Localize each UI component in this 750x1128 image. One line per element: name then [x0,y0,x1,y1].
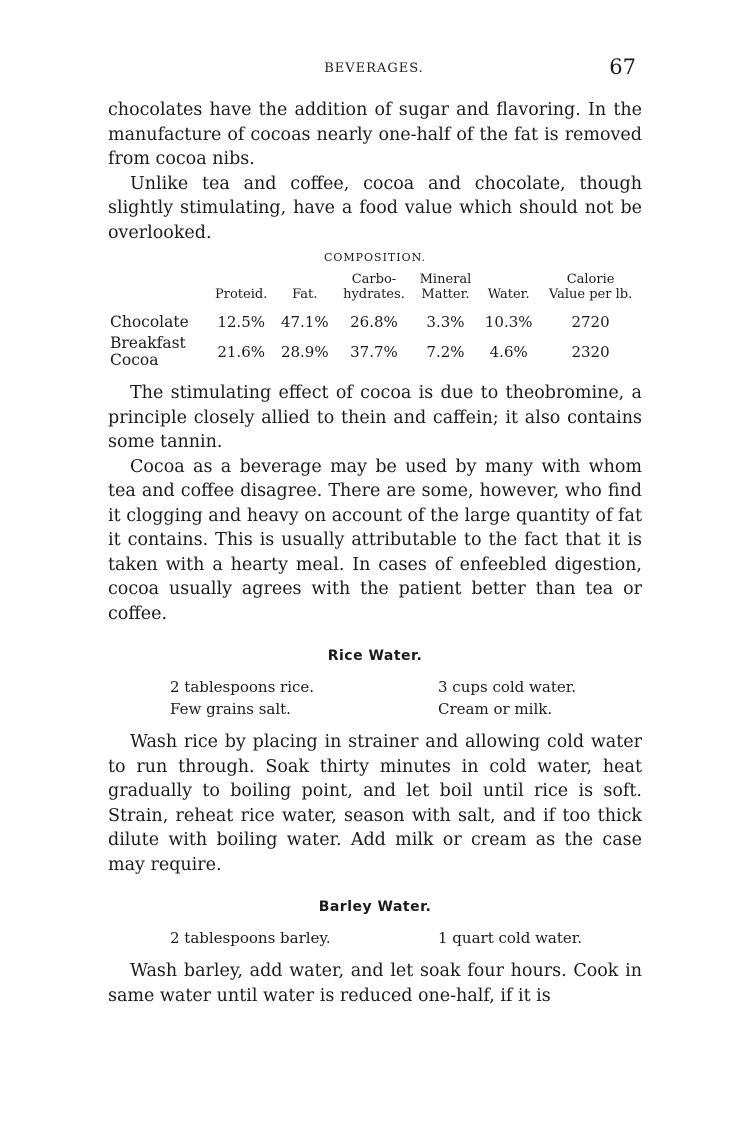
ingredient: Cream or milk. [438,700,553,718]
table-cell: 28.9% [280,342,329,361]
paragraph: Unlike tea and coffee, cocoa and chocolate, though slightly stimulating, have a food value which should not be overlooked. [108,173,642,243]
column-header: Carbo- hydrates. [343,272,405,302]
column-header: Calorie Value per lb. [548,272,633,302]
page-number: 67 [609,55,636,79]
column-header: Proteid. [215,287,268,302]
column-header: Fat. [292,287,318,302]
ingredient: 3 cups cold water. [438,678,577,696]
table-cell: 47.1% [280,313,329,331]
table-row [108,312,642,333]
row-label: Breakfast Cocoa [110,334,186,369]
column-header: Water. [487,287,530,302]
table-cell: 2720 [571,313,610,331]
table-cell: 4.6% [489,342,528,361]
column-header: Mineral Matter. [419,272,472,302]
row-label: Chocolate [110,313,189,331]
ingredient-list [170,927,642,949]
page-body [108,98,642,1008]
ingredient-list [170,676,642,720]
recipe-title-barley-water: Barley Water. [318,899,432,915]
ingredient: 2 tablespoons barley. [170,929,331,947]
table-cell: 12.5% [217,313,265,331]
ingredient: 1 quart cold water. [438,929,583,947]
table-cell: 7.2% [426,342,465,361]
table-header-row [108,270,642,312]
column-header [108,270,208,312]
composition-table [108,270,642,371]
table-cell: 26.8% [350,313,398,331]
table-cell: 10.3% [484,313,533,331]
table-cell: 3.3% [426,313,465,331]
paragraph: Wash rice by placing in strainer and allowing cold water to run through. Soak thirty minutes in cold water, heat gradually to boiling point, and let boil until rice is soft. Strain, reheat rice water, season with salt, and if too thick dilute with boiling water. Add milk or cream as the case may require. [108,732,642,875]
paragraph: Wash barley, add water, and let soak four hours. Cook in same water until water is reduced one-half, if it is [108,961,642,1006]
table-row [108,333,642,371]
paragraph: Cocoa as a beverage may be used by many with whom tea and coffee disagree. There are some, however, who find it clogging and heavy on account of the large quantity of fat it contains. This is usually attributable to the fact that it is taken with a hearty meal. In cases of enfeebled digestion, cocoa usually agrees with the patient better than tea or coffee. [108,456,642,624]
recipe-title-rice-water: Rice Water. [327,648,423,664]
table-cell: 21.6% [217,342,265,361]
running-head: BEVERAGES. [324,61,424,76]
composition-title: COMPOSITION. [323,251,427,264]
table-cell: 37.7% [350,342,398,361]
paragraph: chocolates have the addition of sugar and flavoring. In the manufacture of cocoas nearly one-half of the fat is removed from cocoa nibs. [108,100,642,169]
ingredient: 2 tablespoons rice. [170,678,315,696]
ingredient: Few grains salt. [170,700,291,718]
page-header [108,55,640,85]
paragraph: The stimulating effect of cocoa is due to theobromine, a principle closely allied to thein and caffein; it also contains some tannin. [108,383,642,452]
table-cell: 2320 [571,342,610,361]
